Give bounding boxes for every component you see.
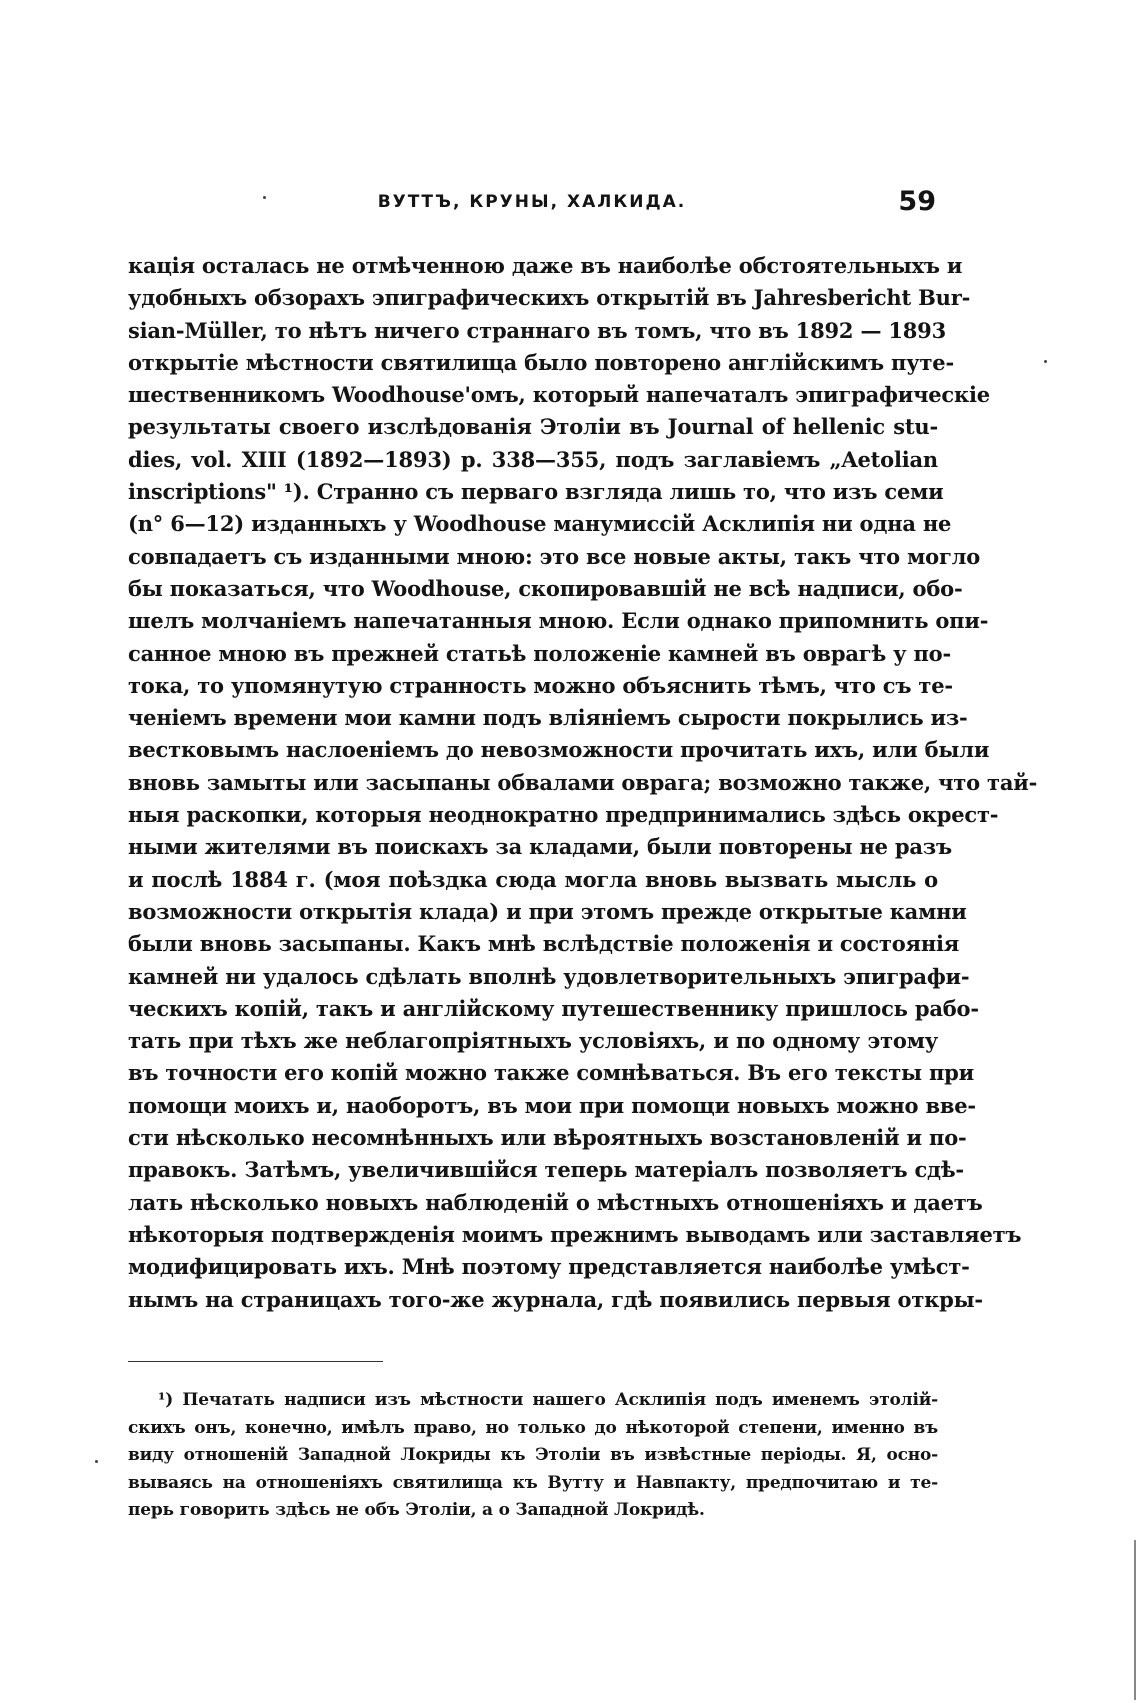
text-line: результаты своего изслѣдованія Этоліи въ Journal of hellenic stu-: [128, 414, 938, 440]
text-line: dies, vol. XIII (1892—1893) p. 338—355, подъ заглавіемъ „Aetolian: [128, 446, 938, 472]
text-line: вновь замыты или засыпаны обвалами оврага; возможно также, что тай-: [128, 769, 1038, 795]
text-line: шелъ молчаніемъ напечатанныя мною. Если однако припомнить опи-: [128, 608, 989, 634]
footnote-line: вываясь на отношеніяхъ святилища къ Вутту и Навпакту, предпочитаю и те-: [128, 1472, 938, 1493]
text-line: санное мною въ прежней статьѣ положеніе камней въ оврагѣ у по-: [128, 640, 951, 666]
body-text: [128, 250, 1038, 1316]
scan-edge-line: [1134, 1540, 1136, 1700]
footnote-line: перь говорить здѣсь не объ Этоліи, а о Западной Локридѣ.: [128, 1500, 705, 1520]
footnote: [128, 1387, 938, 1525]
text-line: тока, то упомянутую странность можно объяснить тѣмъ, что съ те-: [128, 672, 953, 698]
text-line: правокъ. Затѣмъ, увеличившійся теперь матеріалъ позволяетъ сдѣ-: [128, 1157, 964, 1183]
text-line: ченіемъ времени мои камни подъ вліяніемъ сырости покрылись из-: [128, 705, 968, 731]
text-line: кація осталась не отмѣченною даже въ наиболѣе обстоятельныхъ и: [128, 253, 963, 278]
footnote-line: виду отношеній Западной Локриды къ Этоліи въ извѣстные періоды. Я, осно-: [128, 1445, 938, 1465]
text-line: совпадаетъ съ изданными мною: это все новые акты, такъ что могло: [128, 543, 981, 569]
text-line: открытіе мѣстности святилища было повторено англійскимъ путе-: [128, 349, 954, 375]
text-line: тать при тѣхъ же неблагопріятныхъ условіяхъ, и по одному этому: [128, 1028, 938, 1054]
page-number: 59: [898, 186, 936, 217]
text-line: помощи моихъ и, наоборотъ, въ мои при помощи новыхъ можно вве-: [128, 1092, 976, 1118]
text-line: ческихъ копій, такъ и англійскому путешественнику пришлось рабо-: [128, 995, 979, 1021]
text-line: шественникомъ Woodhouse'омъ, который напечаталъ эпиграфическіе: [128, 382, 990, 408]
footnote-line: скихъ онъ, конечно, имѣлъ право, но только до нѣкоторой степени, именно въ: [128, 1417, 938, 1438]
text-line: нѣкоторыя подтвержденія моимъ прежнимъ выводамъ или заставляетъ: [128, 1221, 1022, 1247]
text-line: модифицировать ихъ. Мнѣ поэтому представляется наиболѣе умѣст-: [128, 1254, 970, 1280]
running-title: ВУТТЪ, КРУНЫ, ХАЛКИДА.: [377, 192, 687, 212]
text-line: въ точности его копій можно также сомнѣваться. Въ его тексты при: [128, 1060, 975, 1086]
text-line: лать нѣсколько новыхъ наблюденій о мѣстныхъ отношеніяхъ и даетъ: [128, 1189, 983, 1215]
text-line: inscriptions" ¹). Странно съ перваго взгляда лишь то, что изъ семи: [128, 479, 944, 505]
text-line: и послѣ 1884 г. (моя поѣздка сюда могла вновь вызвать мысль о: [128, 866, 938, 892]
text-line: сти нѣсколько несомнѣнныхъ или вѣроятныхъ возстановленій и по-: [128, 1125, 967, 1151]
page-header: [128, 186, 936, 226]
text-line: бы показаться, что Woodhouse, скопировавшій не всѣ надписи, обо-: [128, 575, 963, 601]
scan-speck: [1044, 360, 1047, 363]
text-line: удобныхъ обзорахъ эпиграфическихъ открытій въ Jahresbericht Bur-: [128, 285, 971, 311]
text-line: были вновь засыпаны. Какъ мнѣ вслѣдствіе положенія и состоянія: [128, 931, 960, 957]
text-line: ныя раскопки, которыя неоднократно предпринимались здѣсь окрест-: [128, 802, 999, 828]
text-line: sian-Müller, то нѣтъ ничего страннаго въ томъ, что въ 1892 — 1893: [128, 317, 946, 343]
footnote-separator: [128, 1361, 383, 1362]
text-line: вестковымъ наслоеніемъ до невозможности прочитать ихъ, или были: [128, 737, 990, 763]
scan-speck: [263, 196, 266, 199]
text-line: возможности открытія клада) и при этомъ прежде открытые камни: [128, 898, 967, 924]
text-line: (n° 6—12) изданныхъ у Woodhouse манумиссій Асклипія ни одна не: [128, 511, 952, 537]
scan-speck: [95, 1460, 98, 1463]
text-line: ными жителями въ поискахъ за кладами, были повторены не разъ: [128, 834, 952, 860]
text-line: камней ни удалось сдѣлать вполнѣ удовлетворительныхъ эпиграфи-: [128, 963, 970, 989]
text-line: нымъ на страницахъ того-же журнала, гдѣ появились первыя откры-: [128, 1286, 983, 1312]
footnote-line: ¹) Печатать надписи изъ мѣстности нашего Асклипія подъ именемъ этолій-: [158, 1390, 938, 1410]
